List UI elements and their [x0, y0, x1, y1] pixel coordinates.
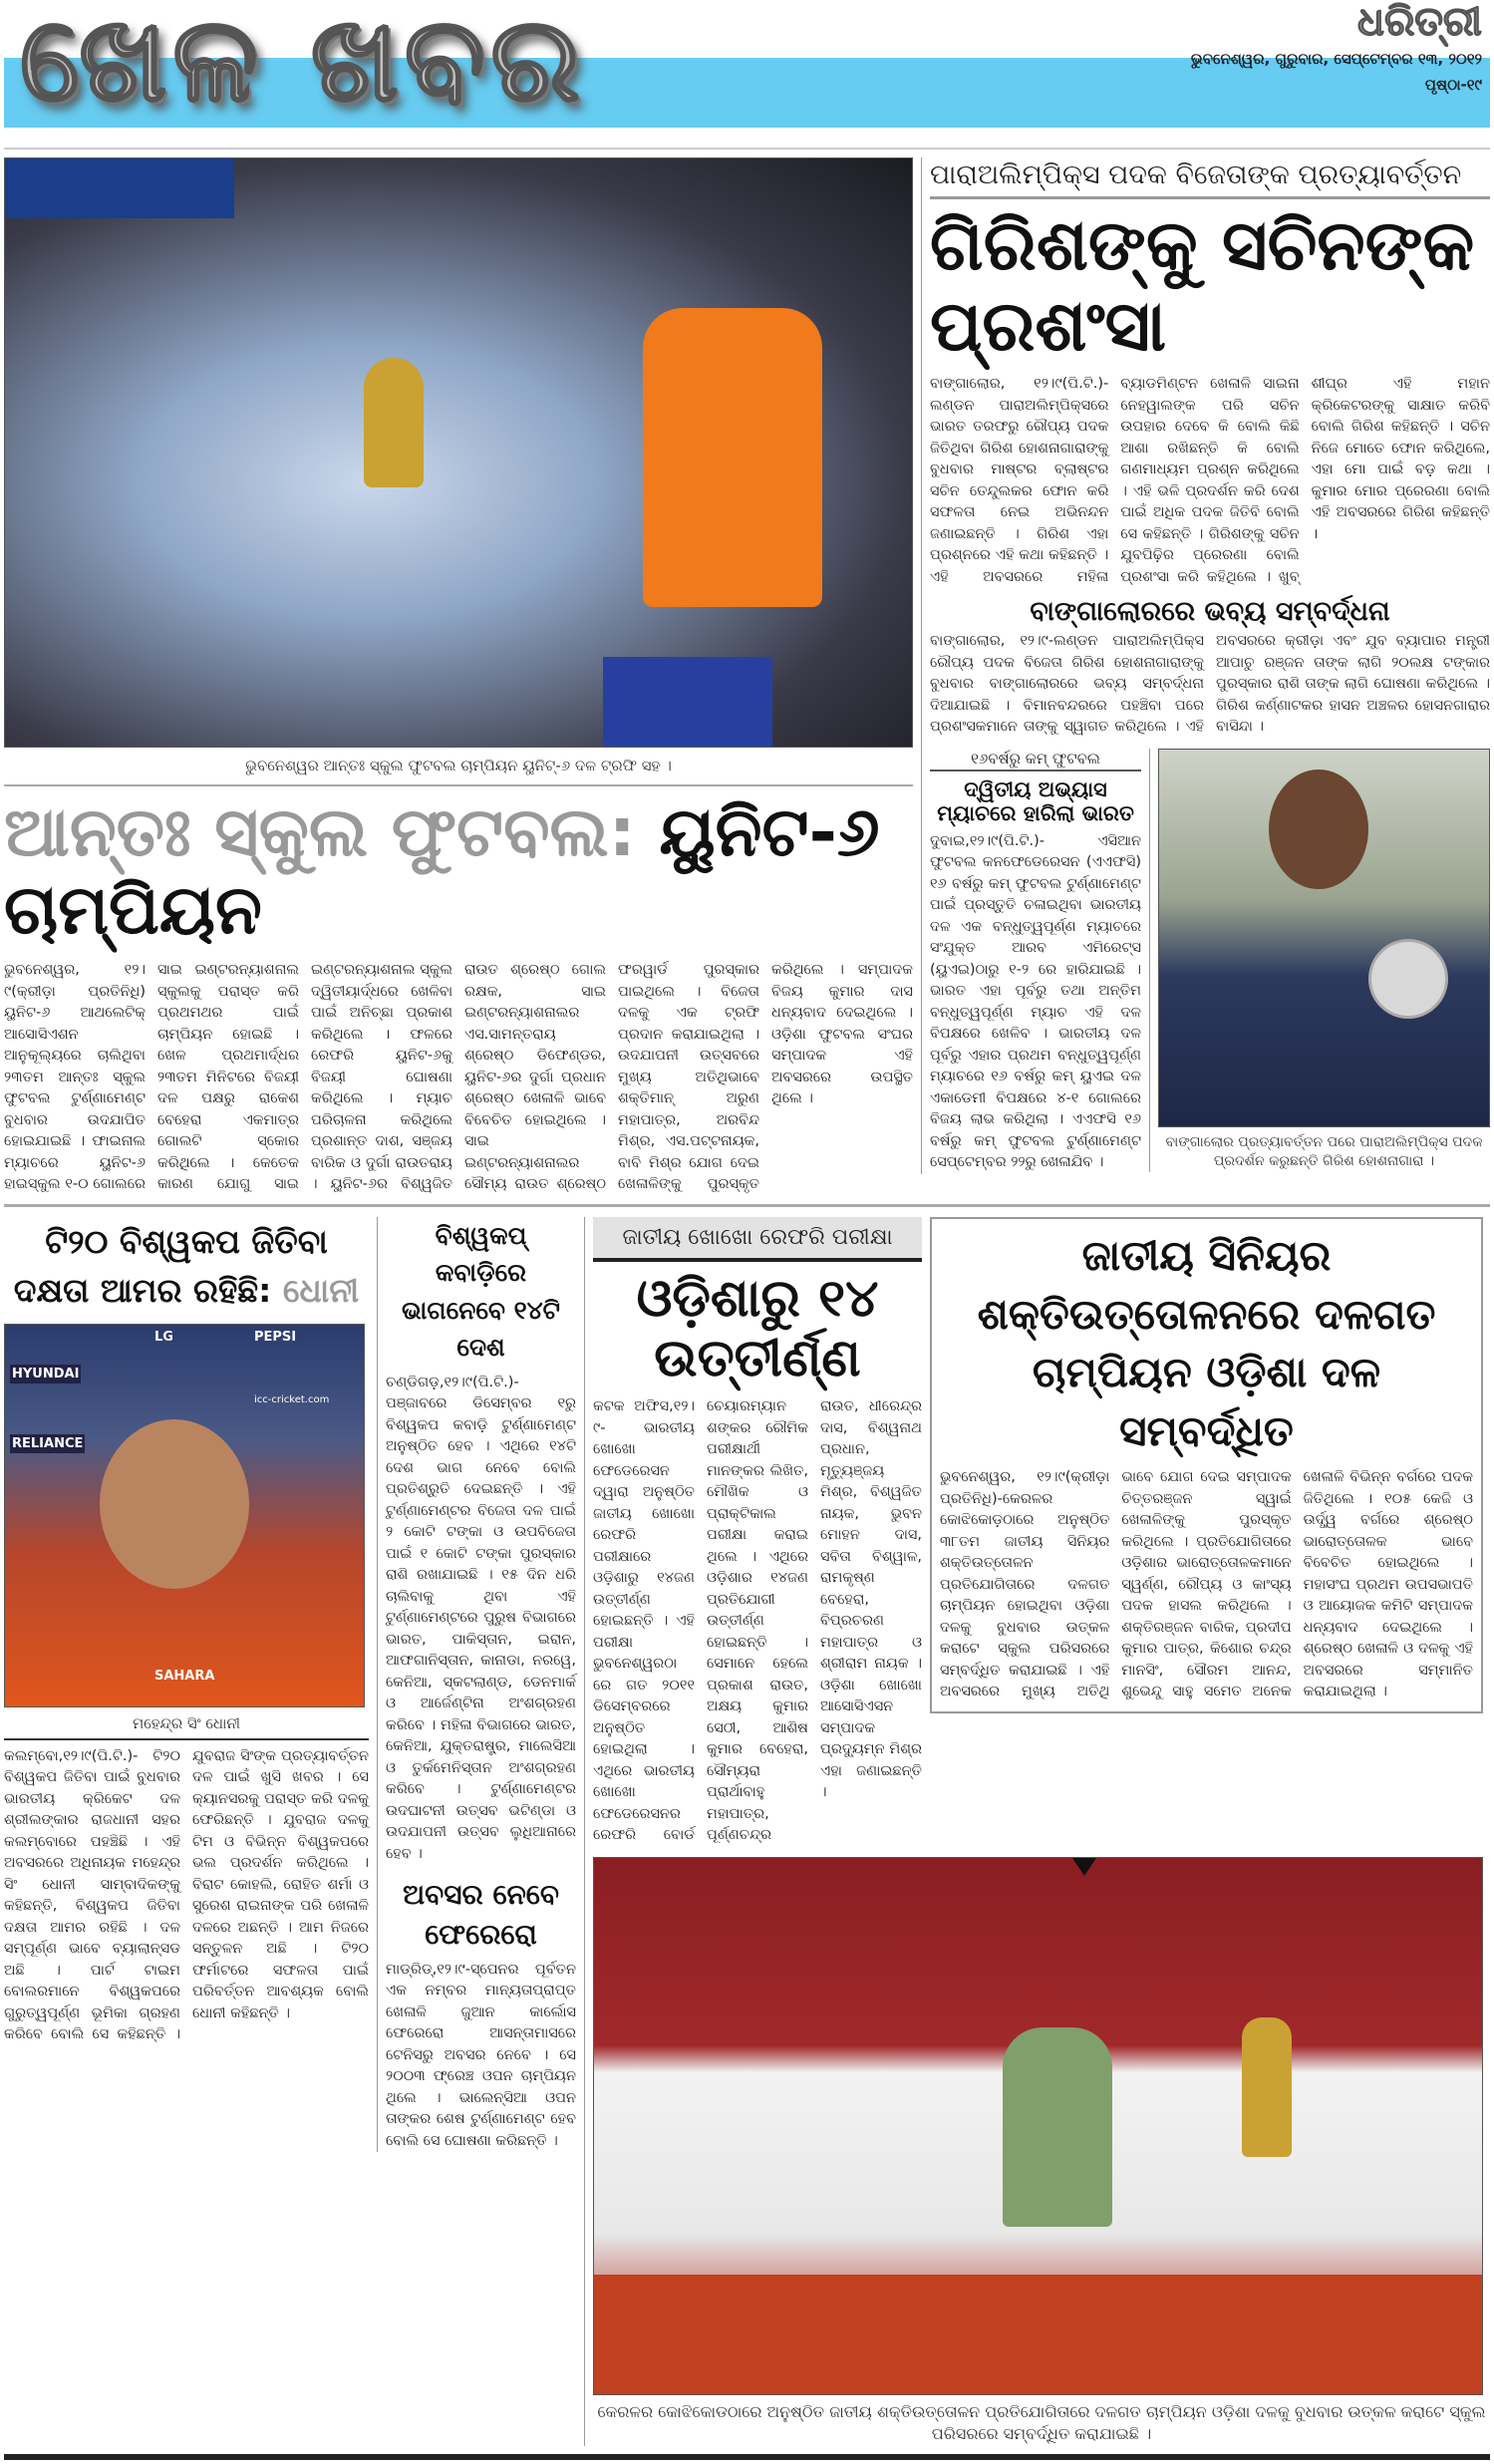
kabaddi-story: [377, 1217, 576, 2152]
girish-sub-body: ବାଙ୍ଗାଲୋର, ୧୨।୯-ଲଣ୍ଡନ ପାରାଅଲିମ୍ପିକ୍ସ ରୌପ୍ୟ ପଦକ ବିଜେତା ଗିରିଶ ହୋଶନାଗାରାଙ୍କୁ ବୁଧବାର ବାଙ୍ଗାଲୋରରେ ଭବ୍ୟ ସମ୍ବର୍ଦ୍ଧନା ଦିଆଯାଇଛି । ବିମାନବନ୍ଦରରେ ପହଞ୍ଚିବା ପରେ ପ୍ରଶଂସକମାନେ ତାଙ୍କୁ ସ୍ୱାଗତ କରିଥିଲେ । ଏହି ଅବସରରେ କ୍ରୀଡ଼ା ଏବଂ ଯୁବ ବ୍ୟାପାର ମନ୍ତ୍ରୀ ଆପାଚୁ ରଞ୍ଜନ ତାଙ୍କ ଲାଗି ୨୦ଲକ୍ଷ ଟଙ୍କାର ପୁରସ୍କାର ରାଶି ତାଙ୍କ ଲାଗି ଘୋଷଣା କରିଥିଲେ । ଗିରିଶ କର୍ଣ୍ଣାଟକର ହାସନ ଅଞ୍ଚଳର ହୋସନଗାରାର ବାସିନ୍ଦା ।: [930, 633, 1490, 736]
football-story: [4, 157, 913, 1196]
girish-photo-caption: ବାଙ୍ଗାଲୋର ପ୍ରତ୍ୟାବର୍ତ୍ତନ ପରେ ପାରାଅଲିମ୍ପିକ୍ସ ପଦକ ପ୍ରଦର୍ଶନ କରୁଛନ୍ତି ଗିରିଶ ହୋଶନାଗାରା ।: [1165, 1133, 1483, 1170]
football-headline: [4, 794, 913, 950]
ferrero-article-body: ମାଡ୍ରିଡ୍,୧୨।୯-ସ୍ପେନର ପୂର୍ବତନ ଏକ ନମ୍ବର ମାନ୍ୟତାପ୍ରାପ୍ତ ଖେଳାଳି ଜୁଆନ କାର୍ଲୋସ ଫେରେରୋ ଆସନ୍ତାମାସରେ ଟେନିସରୁ ଅବସର ନେବେ । ସେ ୨୦୦୩ ଫ୍ରେଞ୍ଚ ଓପନ ଚାମ୍ପିୟନ ଥିଲେ । ଭାଲେନ୍ସିଆ ଓପନ ତାଙ୍କର ଶେଷ ଟୁର୍ଣ୍ଣାମେଣ୍ଟ ହେବ ବୋଲି ସେ ଘୋଷଣା କରିଛନ୍ତି ।: [386, 1961, 576, 2149]
footer-rule: [4, 2454, 1490, 2460]
ferrero-headline: ଅବସର ନେବେ ଫେରେରୋ: [403, 1878, 559, 1951]
girish-photo: [1158, 749, 1490, 1127]
khokho-weightlifting-row: [593, 1217, 1490, 1847]
weightlifting-photo-caption: କେରଳର କୋଝିକୋଡଠାରେ ଅନୁଷ୍ଠିତ ଜାତୀୟ ଶକ୍ତିଉତ୍ତୋଳନ ପ୍ରତିଯୋଗିତାରେ ଦଳଗତ ଚାମ୍ପିୟନ ଓଡ଼ିଶା ଦଳକୁ ବୁଧବାର ଉତ୍କଳ କରାଟେ ସ୍କୁଲ ପରିସରରେ ସମ୍ବର୍ଦ୍ଧିତ କରାଯାଇଛି ।: [597, 2401, 1486, 2444]
newspaper-logo: ଧରିତ୍ରୀ: [1357, 0, 1482, 45]
dhoni-photo: [4, 1324, 365, 1707]
kabaddi-headline: ବିଶ୍ୱକପ୍ କବାଡ଼ିରେ ଭାଗନେବେ ୧୪ଟି ଦେଶ: [402, 1220, 560, 1363]
sponsor-sign: PEPSI: [254, 1329, 297, 1345]
weightlifting-headline: ଜାତୀୟ ସିନିୟର ଶକ୍ତିଉତ୍ତୋଳନରେ ଦଳଗତ ଚାମ୍ପିୟନ ଓଡ଼ିଶା ଦଳ ସମ୍ବର୍ଦ୍ଧିତ: [977, 1230, 1436, 1456]
jersey-sponsor: SAHARA: [154, 1668, 215, 1684]
khokho-kicker: ଜାତୀୟ ଖୋଖୋ ରେଫରି ପରୀକ୍ଷା: [593, 1217, 922, 1262]
masthead-right: [1191, 0, 1490, 95]
girish-article-body: ବାଙ୍ଗାଲୋର, ୧୨।୯(ପି.ଟି.)- ଲଣ୍ଡନ ପାରାଅଲିମ୍ପିକ୍ସରେ ଭାରତ ତରଫରୁ ରୌପ୍ୟ ପଦକ ଜିତିଥିବା ଗିରିଶ ହୋଶନାଗାରାଙ୍କୁ ବୁଧବାର ମାଷ୍ଟର ବ୍ଲାଷ୍ଟର ସଚିନ ତେନ୍ଦୁଲକର ଫୋନ କରି ସଫଳତା ନେଇ ଅଭିନନ୍ଦନ ଜଣାଇଛନ୍ତି । ଗିରିଶ ଏହା ପ୍ରଶ୍ନରେ ଏହି କଥା କହିଛନ୍ତି । ଏହି ଅବସରରେ ମହିଳା ବ୍ୟାଡମିଣ୍ଟନ ଖେଳାଳି ସାଇନା ନେହୱାଲଙ୍କ ପରି ସଚିନ ଉପହାର ଦେବେ କି ବୋଲି କିଛି ଆଶା ରଖିଛନ୍ତି କି ବୋଲି ଗଣମାଧ୍ୟମ ପ୍ରଶ୍ନ କରିଥିଲେ । ଏହି ଭଳି ପ୍ରଦର୍ଶନ କରି ଦେଶ ପାଇଁ ଅଧିକ ପଦକ ଜିତିବି ବୋଲି ସେ କହିଛନ୍ତି । ଗିରିଶଙ୍କୁ ସଚିନ ଯୁବପିଢ଼ିର ପ୍ରେରଣା ବୋଲି ପ୍ରଶଂସା କରି କହିଥିଲେ । ଖୁବ୍ ଶୀଘ୍ର ଏହି ମହାନ କ୍ରିକେଟରଙ୍କୁ ସାକ୍ଷାତ କରିବି ବୋଲି ଗିରିଶ କହିଛନ୍ତି । ସଚିନ ନିଜେ ମୋତେ ଫୋନ କରିଥିଲେ, ଏହା ମୋ ପାଇଁ ବଡ଼ କଥା । କୁମାର ମୋର ପ୍ରେରଣା ବୋଲି ଏହି ଅବସରରେ ଗିରିଶ କହିଛନ୍ତି ।: [930, 376, 1490, 585]
girish-story: [921, 157, 1490, 1174]
medal-icon: [1368, 939, 1448, 1019]
girish-headline: ଗିରିଶଙ୍କୁ ସଚିନଙ୍କ ପ୍ରଶଂସା: [930, 204, 1475, 367]
girish-kicker: ପାରାଅଲିମ୍ପିକ୍ସ ପଦକ ବିଜେତାଙ୍କ ପ୍ରତ୍ୟାବର୍ତ୍ତନ: [930, 157, 1490, 199]
masthead: [4, 0, 1490, 150]
page-number: ପୃଷ୍ଠା-୧୯: [1424, 75, 1482, 94]
football-headline-black: ୟୁନିଟ-୬ ଚାମ୍ପିୟନ: [4, 793, 880, 951]
football-headline-grey: ଆନ୍ତଃ ସ୍କୁଲ ଫୁଟବଲ:: [4, 793, 636, 872]
weightlifting-article-body: ଭୁବନେଶ୍ୱର, ୧୨।୯(କ୍ରୀଡ଼ା ପ୍ରତିନିଧି)-କେରଳର କୋଝିକୋଡ଼ଠାରେ ଅନୁଷ୍ଠିତ ୩୮ତମ ଜାତୀୟ ସିନିୟର ଶକ୍ତିଉତ୍ତୋଳନ ପ୍ରତିଯୋଗିତାରେ ଦଳଗତ ଚାମ୍ପିୟନ ହୋଇଥିବା ଓଡ଼ିଶା ଦଳକୁ ବୁଧବାର ଉତ୍କଳ କରାଟେ ସ୍କୁଲ ପରିସରରେ ସମ୍ବର୍ଦ୍ଧିତ କରାଯାଇଛି । ଏହି ଅବସରରେ ମୁଖ୍ୟ ଅତିଥି ଭାବେ ଯୋଗ ଦେଇ ସମ୍ପାଦକ ଚିତ୍ତରଞ୍ଜନ ସ୍ୱାଇଁ ଖେଳାଳିଙ୍କୁ ପୁରସ୍କୃତ କରିଥିଲେ । ପ୍ରତିଯୋଗିତାରେ ଓଡ଼ିଶାର ଭାରୋତ୍ତୋଳକମାନେ ସ୍ୱର୍ଣ୍ଣ, ରୌପ୍ୟ ଓ କାଂସ୍ୟ ପଦକ ହାସଲ କରିଥିଲେ । ଶକ୍ତିରଞ୍ଜନ ବାରିକ, ପ୍ରଦୀପ କୁମାର ପାତ୍ର, କିଶୋର ଚନ୍ଦ୍ର ମାନସିଂ, ସୌରମ ଆନନ୍ଦ, ଶୁଭେନ୍ଦୁ ସାହୁ ସମେତ ଅନେକ ଖେଳାଳି ବିଭିନ୍ନ ବର୍ଗରେ ପଦକ ଜିତିଥିଲେ । ୧୦୫ କେଜି ଓ ଉର୍ଦ୍ଧ୍ୱ ବର୍ଗରେ ଶ୍ରେଷ୍ଠ ଭାରୋତ୍ତୋଳକ ଭାବେ ବିବେଚିତ ହୋଇଥିଲେ । ମହାସଂଘ ପ୍ରଥମ ଉପସଭାପତି ଓ ଆୟୋଜକ କମିଟି ସମ୍ପାଦକ ଧନ୍ୟବାଦ ଦେଇଥିଲେ । ଶ୍ରେଷ୍ଠ ଖେଳାଳି ଓ ଦଳକୁ ଏହି ଅବସରରେ ସମ୍ମାନିତ କରାଯାଇଥିଲା ।: [940, 1469, 1473, 1700]
pointer-triangle: [1072, 1858, 1096, 1876]
dhoni-headline-grey: ଧୋନୀ: [282, 1271, 360, 1311]
sponsor-sign: HYUNDAI: [12, 1366, 80, 1382]
u16-kicker: ୧୬ବର୍ଷରୁ କମ୍ ଫୁଟବଲ: [930, 749, 1141, 771]
dhoni-headline: [4, 1217, 369, 1316]
girish-photo-block: [1149, 749, 1490, 1172]
girish-subhead: ବାଙ୍ଗାଲୋରରେ ଭବ୍ୟ ସମ୍ବର୍ଦ୍ଧନା: [1030, 596, 1390, 628]
u16-article-body: ଦୁବାଇ,୧୨।୯(ପି.ଟି.)- ଏସିଆନ ଫୁଟବଲ କନଫେଡେରେସନ (ଏଏଫସି) ୧୬ ବର୍ଷରୁ କମ୍ ଫୁଟବଲ ଟୁର୍ଣ୍ଣାମେଣ୍ଟ ପାଇଁ ପ୍ରସ୍ତୁତି ଚଳାଇଥିବା ଭାରତୀୟ ଦଳ ଏକ ବନ୍ଧୁତ୍ୱପୂର୍ଣ୍ଣ ମ୍ୟାଚରେ ସଂଯୁକ୍ତ ଆରବ ଏମିରେଟ୍ସ (ୟୁଏଇ)ଠାରୁ ୧-୨ ରେ ହାରିଯାଇଛି । ଭାରତ ଏହା ପୂର୍ବରୁ ତଥା ଅନ୍ତିମ ବନ୍ଧୁତ୍ୱପୂର୍ଣ୍ଣ ମ୍ୟାଚ ଏହି ଦଳ ବିପକ୍ଷରେ ଖେଳିବ । ଭାରତୀୟ ଦଳ ପୂର୍ବରୁ ଏହାର ପ୍ରଥମ ବନ୍ଧୁତ୍ୱପୂର୍ଣ୍ଣ ମ୍ୟାଚରେ ୧୬ ବର୍ଷରୁ କମ୍ ୟୁଏଇ ଦଳ ଏକାଡେମୀ ବିପକ୍ଷରେ ୪-୧ ଗୋଲରେ ବିଜୟ ଲାଭ କରିଥିଲା । ଏଏଫସି ୧୬ ବର୍ଷରୁ କମ୍ ଫୁଟବଲ ଟୁର୍ଣ୍ଣାମେଣ୍ଟ ସେପ୍ଟେମ୍ବର ୨୨ରୁ ଖେଳାଯିବ ।: [930, 832, 1141, 1171]
football-photo-caption: ଭୁବନେଶ୍ୱର ଆନ୍ତଃ ସ୍କୁଲ ଫୁଟବଲ ଚାମ୍ପିୟନ ୟୁନିଟ୍-୬ ଦଳ ଟ୍ରଫି ସହ ।: [4, 756, 913, 786]
top-row: [4, 157, 1490, 1207]
khokho-story: [593, 1217, 922, 1847]
trophy-icon: [364, 358, 424, 487]
sponsor-sign: RELIANCE: [12, 1435, 84, 1451]
bottom-right-block: [584, 1217, 1490, 2446]
weightlifting-story: [930, 1217, 1483, 1713]
khokho-headline: ଓଡ଼ିଶାରୁ ୧୪ ଉତ୍ତୀର୍ଣ୍ଣ: [636, 1268, 879, 1388]
dhoni-photo-caption: ମହେନ୍ଦ୍ର ସିଂ ଧୋନୀ: [4, 1713, 369, 1740]
football-team-photo: [4, 157, 913, 748]
dateline: ଭୁବନେଶ୍ୱର, ଗୁରୁବାର, ସେପ୍ଟେମ୍ବର ୧୩, ୨୦୧୨: [1190, 50, 1482, 68]
bottom-row: [4, 1217, 1490, 2446]
dhoni-headline-black: ଟି୨୦ ବିଶ୍ୱକପ ଜିତିବା ଦକ୍ଷତା ଆମର ରହିଛି:: [13, 1221, 328, 1311]
sponsor-sign: icc-cricket.com: [254, 1393, 330, 1405]
dhoni-article-body: କଲମ୍ବୋ,୧୨।୯(ପି.ଟି.)- ଟି୨୦ ବିଶ୍ୱକପ ଜିତିବା ପାଇଁ ବୁଧବାର ଭାରତୀୟ କ୍ରିକେଟ ଦଳ ଶ୍ରୀଲଙ୍କାର ରାଜଧାନୀ ସହର କଲମ୍ବୋରେ ପହଞ୍ଚିଛି । ଏହି ଅବସରରେ ଅଧିନାୟକ ମହେନ୍ଦ୍ର ସିଂ ଧୋନୀ ସାମ୍ବାଦିକଙ୍କୁ କହିଛନ୍ତି, ବିଶ୍ୱକପ ଜିତିବା ଦକ୍ଷତା ଆମର ରହିଛି । ଦଳ ସମ୍ପୂର୍ଣ୍ଣ ଭାବେ ବ୍ୟାଲାନ୍ସଡ ଅଛି । ପାର୍ଟ ଟାଇମ ବୋଲରମାନେ ବିଶ୍ୱକପରେ ଗୁରୁତ୍ୱପୂର୍ଣ୍ଣ ଭୂମିକା ଗ୍ରହଣ କରିବେ ବୋଲି ସେ କହିଛନ୍ତି । ଯୁବରାଜ ସିଂଙ୍କ ପ୍ରତ୍ୟାବର୍ତ୍ତନ ଦଳ ପାଇଁ ଖୁସି ଖବର । ସେ କ୍ୟାନସରକୁ ପରାସ୍ତ କରି ଦଳକୁ ଫେରିଛନ୍ତି । ଯୁବରାଜ ଦଳକୁ ଟିମ ଓ ବିଭିନ୍ନ ବିଶ୍ୱକପରେ ଭଲ ପ୍ରଦର୍ଶନ କରିଥିଲେ । ବିରାଟ କୋହଲି, ରୋହିତ ଶର୍ମା ଓ ସୁରେଶ ରାଇନାଙ୍କ ପରି ଖେଳାଳି ଦଳରେ ଅଛନ୍ତି । ଆମ ନିଜରେ ସନ୍ତୁଳନ ଅଛି । ଟି୨୦ ଫର୍ମାଟରେ ସଫଳତା ପାଇଁ ପରିବର୍ତ୍ତନ ଆବଶ୍ୟକ ବୋଲି ଧୋନୀ କହିଛନ୍ତି ।: [4, 1747, 369, 2043]
dhoni-story: [4, 1217, 369, 2046]
khokho-article-body: କଟକ ଅଫିସ,୧୨।୯- ଭାରତୀୟ ଖୋଖୋ ଫେଡେରେସନ ଦ୍ୱାରା ଅନୁଷ୍ଠିତ ଜାତୀୟ ଖୋଖୋ ରେଫରି ପରୀକ୍ଷାରେ ଓଡ଼ିଶାରୁ ୧୪ଜଣ ଉତ୍ତୀର୍ଣ୍ଣ ହୋଇଛନ୍ତି । ଏହି ପରୀକ୍ଷା ଭୁବନେଶ୍ୱରଠାରେ ଗତ ୨୦୧୧ ଡିସେମ୍ବରରେ ଅନୁଷ୍ଠିତ ହୋଇଥିଲା । ଏଥିରେ ଭାରତୀୟ ଖୋଖୋ ଫେଡେରେସନର ରେଫରି ବୋର୍ଡ ଚେୟାରମ୍ୟାନ ଶଙ୍କର ରୌମିକ ପରୀକ୍ଷାର୍ଥୀ ମାନଙ୍କର ଲିଖିତ, ମୌଖିକ ଓ ପ୍ରାକ୍ଟିକାଲ ପରୀକ୍ଷା କରାଇ ଥିଲେ । ଏଥିରେ ଓଡ଼ିଶାର ୧୪ଜଣ ପ୍ରତିଯୋଗୀ ଉତ୍ତୀର୍ଣ୍ଣ ହୋଇଛନ୍ତି । ସେମାନେ ହେଲେ ପ୍ରକାଶ ରାଉତ, ଅକ୍ଷୟ କୁମାର ସେଠୀ, ଆଶିଷ କୁମାର ବେହେରା, ସୌମ୍ୟରା ପ୍ରାର୍ଥାବାହୁ ମହାପାତ୍ର, ପୂର୍ଣ୍ଣଚନ୍ଦ୍ର ରାଉତ, ଧୀରେନ୍ଦ୍ର ଦାସ, ବିଶ୍ୱନାଥ ପ୍ରଧାନ, ମୃତ୍ୟୁଞ୍ଜୟ ମିଶ୍ର, ବିଶ୍ୱଜିତ ନାୟକ, ଭୁବନ ମୋହନ ଦାସ, ସବିତା ବିଶ୍ୱାଳ, ରାମକୃଷ୍ଣ ବେହେରା, ବିପ୍ରଚରଣ ମହାପାତ୍ର ଓ ଶ୍ରୀରାମ ନାୟକ । ଓଡ଼ିଶା ଖୋଖୋ ଆସୋସିଏସନ ସମ୍ପାଦକ ପ୍ରଦ୍ୟୁମ୍ନ ମିଶ୍ର ଏହା ଜଣାଇଛନ୍ତି ।: [593, 1398, 922, 1844]
weightlifting-team-photo: [593, 1857, 1483, 2395]
kabaddi-article-body: ଚଣ୍ଡିଗଡ଼,୧୨।୯(ପି.ଟି.)- ପଞ୍ଜାବରେ ଡିସେମ୍ବର ୧ରୁ ବିଶ୍ୱକପ କବାଡ଼ି ଟୁର୍ଣ୍ଣାମେଣ୍ଟ ଅନୁଷ୍ଠିତ ହେବ । ଏଥିରେ ୧୪ଟି ଦେଶ ଭାଗ ନେବେ ବୋଲି ପ୍ରତିଶ୍ରୁତି ଦେଇଛନ୍ତି । ଏହି ଟୁର୍ଣ୍ଣାମେଣ୍ଟର ବିଜେତା ଦଳ ପାଇଁ ୨ କୋଟି ଟଙ୍କା ଓ ଉପବିଜେତା ପାଇଁ ୧ କୋଟି ଟଙ୍କା ପୁରସ୍କାର ରାଶି ରଖାଯାଇଛି । ୧୫ ଦିନ ଧରି ଚାଲିବାକୁ ଥିବା ଏହି ଟୁର୍ଣ୍ଣାମେଣ୍ଟରେ ପୁରୁଷ ବିଭାଗରେ ଭାରତ, ପାକିସ୍ତାନ, ଇରାନ, ଆଫଗାନିସ୍ତାନ, କାନାଡା, ନରୱେ, କେନିଆ, ସ୍କଟଲାଣ୍ଡ, ଡେନମାର୍କ ଓ ଆର୍ଜେଣ୍ଟିନା ଅଂଶଗ୍ରହଣ କରିବେ । ମହିଳା ବିଭାଗରେ ଭାରତ, କେନିଆ, ଯୁକ୍ତରାଷ୍ଟ୍ର, ମାଲେସିଆ ଓ ତୁର୍କମେନିସ୍ତାନ ଅଂଶଗ୍ରହଣ କରିବେ । ଟୁର୍ଣ୍ଣାମେଣ୍ଟର ଉଦଘାଟନୀ ଉତ୍ସବ ଭଟିଣ୍ଡା ଓ ଉଦଯାପନୀ ଉତ୍ସବ ଲୁଧିଆନାରେ ହେବ ।: [386, 1374, 576, 1862]
section-title: ଖେଳ ଖବର: [20, 0, 586, 128]
trophy-icon: [1242, 2017, 1292, 2157]
football-article-body: ଭୁବନେଶ୍ୱର, ୧୨।୯(କ୍ରୀଡ଼ା ପ୍ରତିନିଧି) ୟୁନିଟ-୬ ଆଥଲେଟିକ୍ ଆସୋସିଏଶନ ଆନୁକୂଲ୍ୟରେ ଚାଲିଥିବା ୨୩ତମ ଆନ୍ତଃ ସ୍କୁଲ ଫୁଟବଲ ଟୁର୍ଣ୍ଣାମେଣ୍ଟ ବୁଧବାର ଉଦଯାପିତ ହୋଇଯାଇଛି । ଫାଇନାଲ ମ୍ୟାଚରେ ୟୁନିଟ-୬ ହାଇସ୍କୁଲ ୧-୦ ଗୋଲରେ ସାଇ ଇଣ୍ଟରନ୍ୟାଶନାଲ ସ୍କୁଲକୁ ପରାସ୍ତ କରି ପ୍ରଥମଥର ପାଇଁ ଚାମ୍ପିୟନ ହୋଇଛି । ଖେଳ ପ୍ରଥମାର୍ଦ୍ଧର ୨୩ତମ ମିନିଟରେ ବିଜୟୀ ଦଳ ପକ୍ଷରୁ ରାକେଶ ବେହେରା ଏକମାତ୍ର ଗୋଲଟି ସ୍କୋର କରିଥିଲେ । କେତେକ କାରଣ ଯୋଗୁ ସାଇ ଇଣ୍ଟରନ୍ୟାଶନାଲ ସ୍କୁଲ ଦ୍ୱିତୀୟାର୍ଦ୍ଧରେ ଖେଳିବା ପାଇଁ ଅନିଚ୍ଛା ପ୍ରକାଶ କରିଥିଲେ । ଫଳରେ ରେଫରି ୟୁନିଟ-୬କୁ ବିଜୟୀ ଘୋଷଣା କରିଥିଲେ । ମ୍ୟାଚ ପରିଚାଳନା କରିଥିଲେ ପ୍ରଶାନ୍ତ ଦାଶ, ସଞ୍ଜୟ ବାରିକ ଓ ଦୁର୍ଗା ରାଉତରାୟ । ୟୁନିଟ-୬ର ବିଶ୍ୱଜିତ ରାଉତ ଶ୍ରେଷ୍ଠ ଗୋଲ ରକ୍ଷକ, ସାଇ ଇଣ୍ଟରନ୍ୟାଶନାଲର ଏସ.ସାମନ୍ତରାୟ ଶ୍ରେଷ୍ଠ ଡିଫେଣ୍ଡର, ୟୁନିଟ-୬ର ଦୁର୍ଗା ପ୍ରଧାନ ଶ୍ରେଷ୍ଠ ଖେଳାଳି ଭାବେ ବିବେଚିତ ହୋଇଥିଲେ । ସାଇ ଇଣ୍ଟରନ୍ୟାଶନାଲର ସୌମ୍ୟ ରାଉତ ଶ୍ରେଷ୍ଠ ଫରୱାର୍ଡ ପୁରସ୍କାର ପାଇଥିଲେ । ବିଜେତା ଦଳକୁ ଏକ ଟ୍ରଫି ପ୍ରଦାନ କରାଯାଇଥିଲା । ଉଦଯାପନୀ ଉତ୍ସବରେ ମୁଖ୍ୟ ଅତିଥିଭାବେ ଶକ୍ତିମାନ୍ ଅରୁଣ ମହାପାତ୍ର, ଅରବିନ୍ଦ ମିଶ୍ର, ଏସ.ପଟ୍ଟନାୟକ, ବାବି ମିଶ୍ର ଯୋଗ ଦେଇ ଖେଳାଳିଙ୍କୁ ପୁରସ୍କୃତ କରିଥିଲେ । ସମ୍ପାଦକ ବିଜୟ କୁମାର ଦାସ ଧନ୍ୟବାଦ ଦେଇଥିଲେ । ଓଡ଼ିଶା ଫୁଟବଲ ସଂଘର ସମ୍ପାଦକ ଏହି ଅବସରରେ ଉପସ୍ଥିତ ଥିଲେ ।: [4, 962, 913, 1193]
u16-story: [930, 749, 1141, 1174]
u16-headline: ଦ୍ୱିତୀୟ ଅଭ୍ୟାସ ମ୍ୟାଚରେ ହାରିଲା ଭାରତ: [937, 776, 1134, 825]
girish-lower-row: [930, 749, 1490, 1174]
sponsor-sign: LG: [154, 1329, 173, 1345]
